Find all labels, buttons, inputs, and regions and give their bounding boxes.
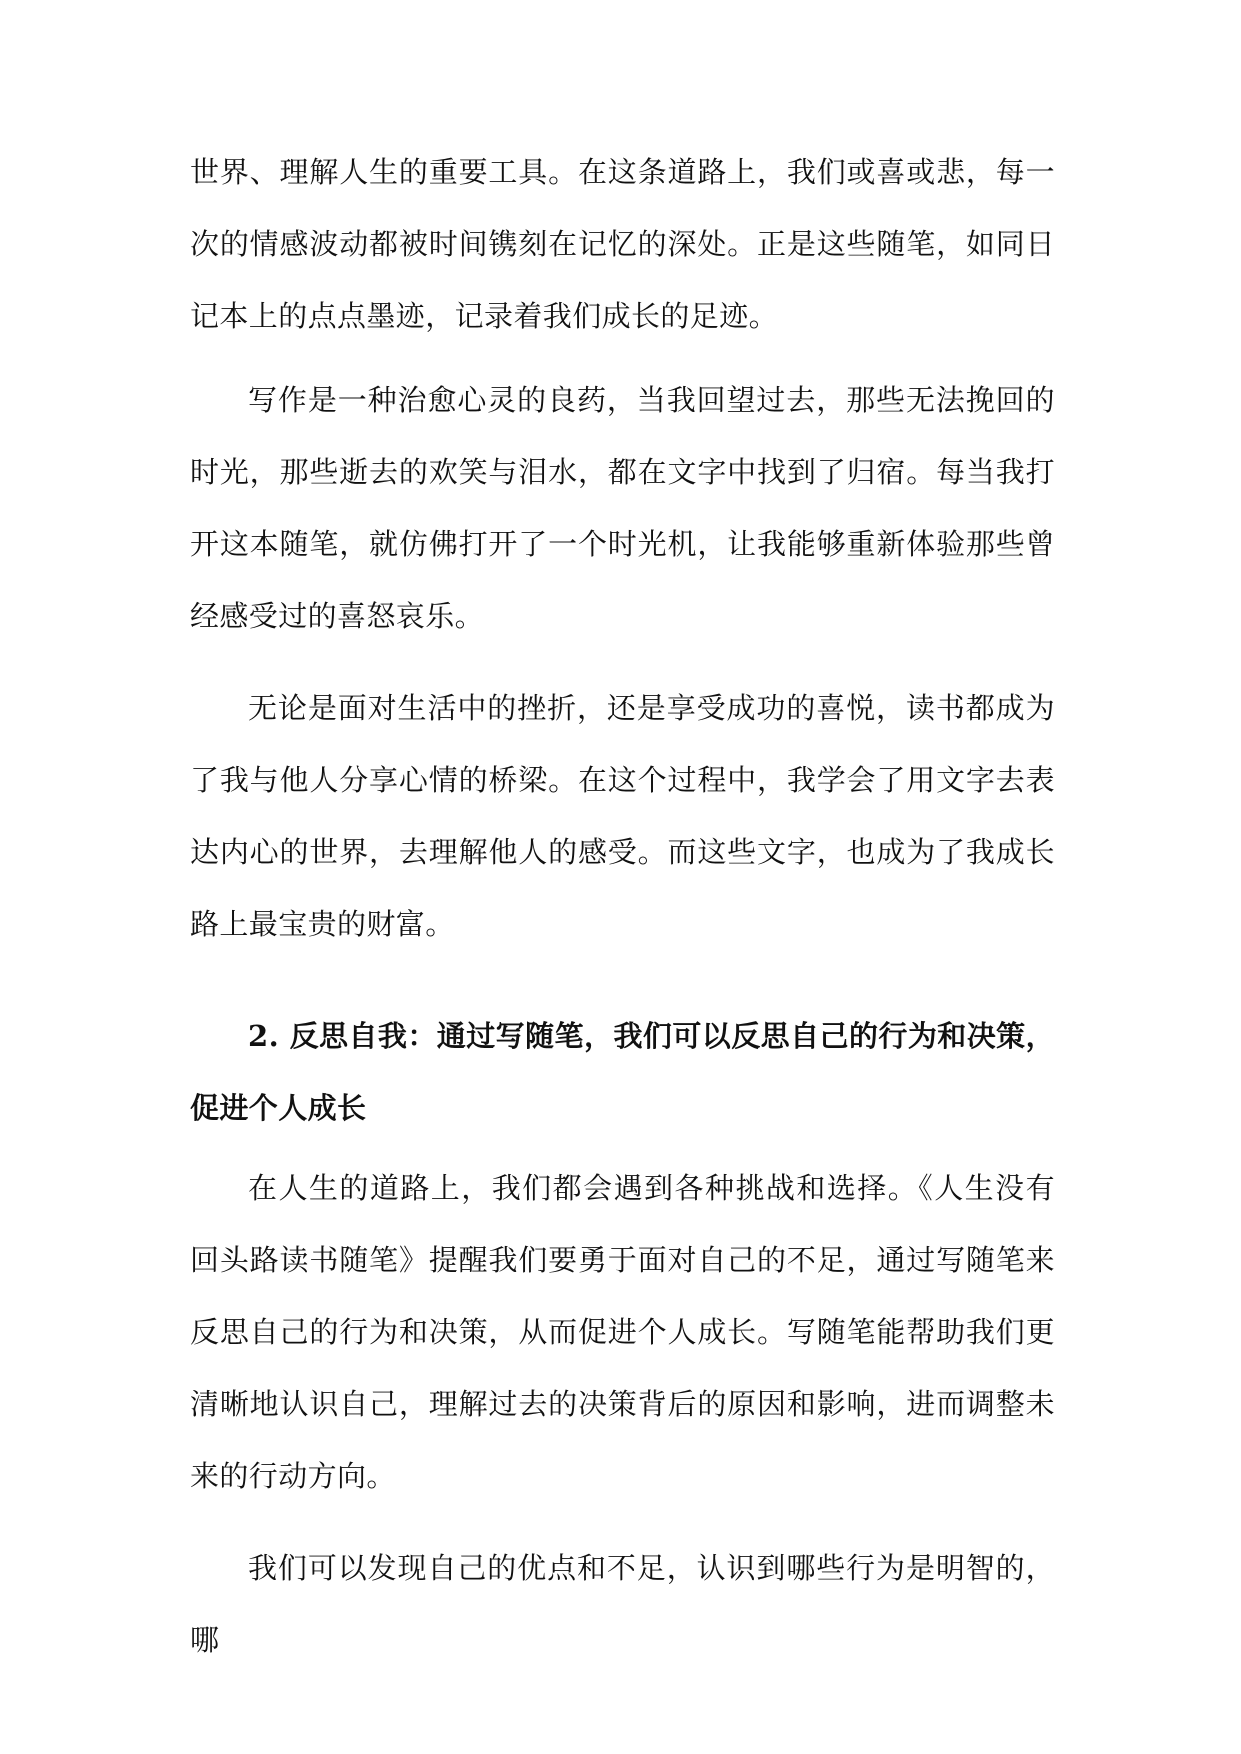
paragraph-life-choices: 在人生的道路上，我们都会遇到各种挑战和选择。《人生没有回头路读书随笔》提醒我们要勇于面对自己的不足，通过写随笔来反思自己的行为和决策，从而促进个人成长。写随笔能帮助我们更清晰地认识自己，理解过去的决策背后的原因和影响，进而调整未来的行动方向。 [190,1171,1055,1493]
paragraph-continuation: 世界、理解人生的重要工具。在这条道路上，我们或喜或悲，每一次的情感波动都被时间镌刻在记忆的深处。正是这些随笔，如同日记本上的点点墨迹，记录着我们成长的足迹。 [190,155,1055,333]
section-heading: 2. 反思自我：通过写随笔，我们可以反思自己的行为和决策，促进个人成长 [190,1019,1055,1125]
paragraph-sharing-bridge: 无论是面对生活中的挫折，还是享受成功的喜悦，读书都成为了我与他人分享心情的桥梁。在这个过程中，我学会了用文字去表达内心的世界，去理解他人的感受。而这些文字，也成为了我成长路上最宝贵的财富。 [190,691,1055,941]
paragraph-strengths-weaknesses: 我们可以发现自己的优点和不足，认识到哪些行为是明智的，哪 [190,1551,1055,1657]
paragraph-writing-heals: 写作是一种治愈心灵的良药，当我回望过去，那些无法挽回的时光，那些逝去的欢笑与泪水，都在文字中找到了归宿。每当我打开这本随笔，就仿佛打开了一个时光机，让我能够重新体验那些曾经感受过的喜怒哀乐。 [190,383,1055,633]
